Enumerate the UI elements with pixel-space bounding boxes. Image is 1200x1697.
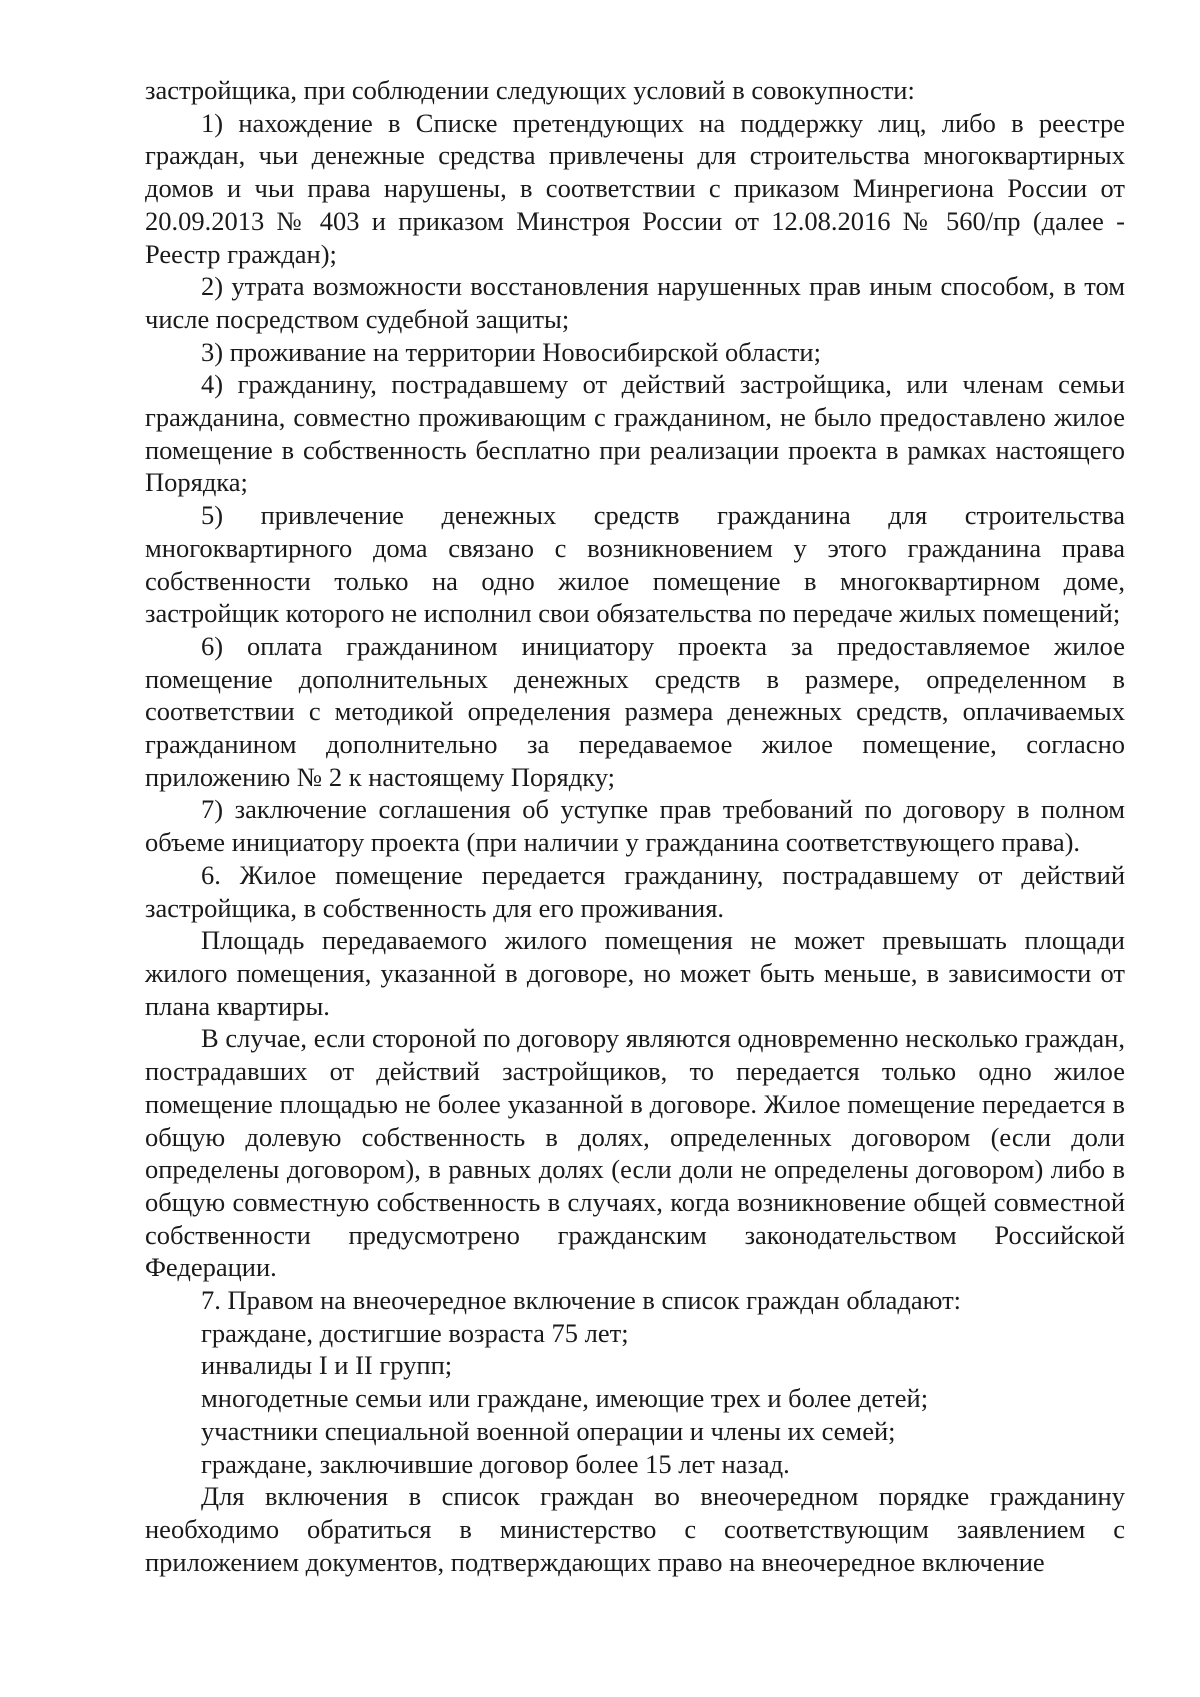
condition-6: 6) оплата гражданином инициатору проекта за предоставляемое жилое помещение дополнительных денежных средств в размере, определенном в соответствии с методикой определения размера денежных средств, оплачиваемых гражданином дополнительно за передаваемое жилое помещение, согласно приложению № 2 к настоящему Порядку; bbox=[145, 630, 1125, 792]
priority-group-svo: участники специальной военной операции и члены их семей; bbox=[201, 1415, 896, 1446]
priority-group-age: граждане, достигшие возраста 75 лет; bbox=[201, 1317, 629, 1348]
document-body bbox=[145, 74, 1125, 1578]
priority-application-paragraph: Для включения в список граждан во внеочередном порядке гражданину необходимо обратиться в министерство с соответствующим заявлением с приложением документов, подтверждающих право на внеочередное включение bbox=[145, 1481, 1125, 1577]
clause-6-area: Площадь передаваемого жилого помещения не может превышать площади жилого помещения, указанной в договоре, но может быть меньше, в зависимости от плана квартиры. bbox=[145, 925, 1125, 1021]
clause-6-multiple-owners: В случае, если стороной по договору являются одновременно несколько граждан, пострадавших от действий застройщиков, то передается только одно жилое помещение площадью не более указанной в договоре. Жилое помещение передается в общую долевую собственность в долях, определенных договором (если доли определены договором), в равных долях (если доли не определены договором) либо в общую совместную собственность в случаях, когда возникновение общей совместной собственности предусмотрено гражданским законодательством Российской Федерации. bbox=[145, 1023, 1125, 1283]
condition-4: 4) гражданину, пострадавшему от действий застройщика, или членам семьи гражданина, совместно проживающим с гражданином, не было предоставлено жилое помещение в собственность бесплатно при реализации проекта в рамках настоящего Порядка; bbox=[145, 369, 1125, 498]
priority-group-disabled: инвалиды I и II групп; bbox=[201, 1350, 453, 1381]
clause-7: 7. Правом на внеочередное включение в список граждан обладают: bbox=[201, 1285, 962, 1316]
clause-6: 6. Жилое помещение передается гражданину, пострадавшему от действий застройщика, в собственность для его проживания. bbox=[145, 859, 1125, 923]
condition-1: 1) нахождение в Списке претендующих на поддержку лиц, либо в реестре граждан, чьи денежные средства привлечены для строительства многоквартирных домов и чьи права нарушены, в соответствии с приказом Минрегиона России от 20.09.2013 № 403 и приказом Минстроя России от 12.08.2016 № 560/пр (далее - Реестр граждан); bbox=[145, 107, 1125, 269]
condition-3: 3) проживание на территории Новосибирской области; bbox=[201, 336, 821, 367]
priority-group-contract-age: граждане, заключившие договор более 15 лет назад. bbox=[201, 1448, 790, 1479]
priority-group-large-families: многодетные семьи или граждане, имеющие трех и более детей; bbox=[201, 1383, 929, 1414]
condition-5: 5) привлечение денежных средств гражданина для строительства многоквартирного дома связано с возникновением у этого гражданина права собственности только на одно жилое помещение в многоквартирном доме, застройщик которого не исполнил свои обязательства по передаче жилых помещений; bbox=[145, 500, 1125, 629]
paragraph-continuation: застройщика, при соблюдении следующих условий в совокупности: bbox=[145, 75, 915, 105]
condition-7: 7) заключение соглашения об уступке прав требований по договору в полном объеме инициатору проекта (при наличии у гражданина соответствующего права). bbox=[145, 794, 1125, 858]
condition-2: 2) утрата возможности восстановления нарушенных прав иным способом, в том числе посредством судебной защиты; bbox=[145, 271, 1125, 334]
